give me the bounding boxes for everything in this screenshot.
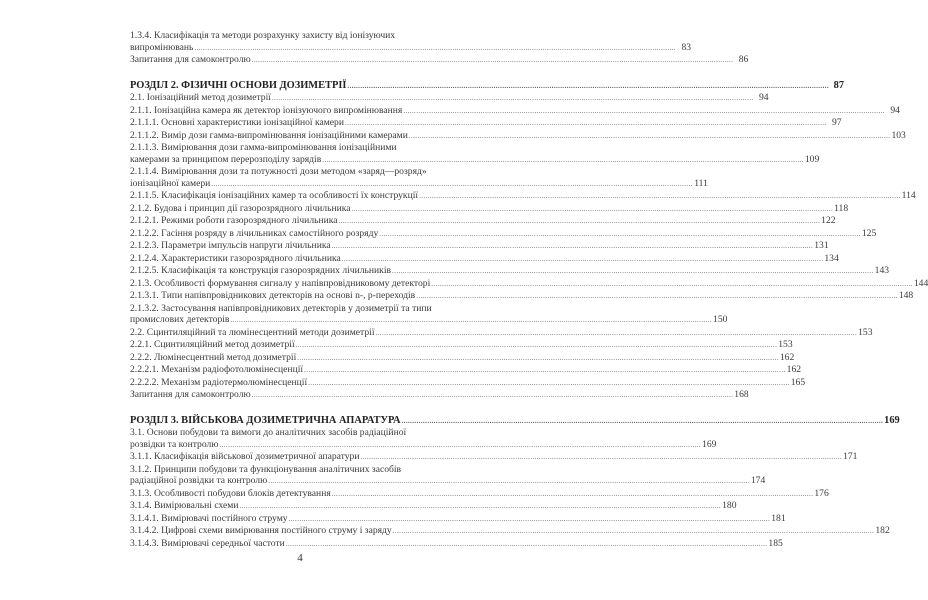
toc-entry[interactable] <box>130 202 849 216</box>
toc-entry-title: 2.1.2.3. Параметри імпульсів напруги лічильника <box>130 240 331 251</box>
dot-leader <box>322 155 804 167</box>
toc-entry-title: 2.1.1.3. Вимірювання дози гамма-випромінювання іонізаційними <box>130 142 397 153</box>
toc-entry[interactable] <box>130 389 749 402</box>
toc-entry[interactable] <box>130 190 916 203</box>
toc-page-number: 144 <box>913 277 928 289</box>
toc-page-number: 134 <box>824 252 839 264</box>
toc-entry-title: 3.1.4. Вимірювальні схеми <box>130 500 239 511</box>
toc-entry[interactable] <box>130 252 839 266</box>
dot-leader <box>402 416 884 428</box>
toc-entry[interactable] <box>130 240 829 253</box>
toc-entry-title: 2.1.1.1. Основні характеристики іонізаційної камери <box>130 117 344 128</box>
toc-entry-title: 3.1.4.2. Цифрові схеми вимірювання постійного струму і заряду <box>130 525 392 536</box>
toc-entry-title: РОЗДІЛ 2. ФІЗИЧНІ ОСНОВИ ДОЗИМЕТРІЇ <box>130 79 347 91</box>
toc-page-number: 83 <box>681 41 692 53</box>
toc-entry-title: 1.3.4. Класифікація та методи розрахунку захисту від іонізуючих <box>130 30 396 41</box>
toc-entry-title: 2.1. Іонізаційний метод дозиметрії <box>130 92 271 103</box>
dot-leader <box>416 291 898 303</box>
dot-leader <box>296 340 778 352</box>
toc-page-number: 109 <box>804 153 820 165</box>
dot-leader <box>230 315 712 327</box>
toc-entry[interactable] <box>130 376 806 390</box>
toc-entry[interactable] <box>130 364 802 377</box>
dot-leader <box>297 353 779 365</box>
toc-entry-title-continuation: іонізаційної камери <box>130 177 211 189</box>
toc-entry-title-continuation: розвідки та контролю <box>130 438 219 450</box>
dot-leader <box>409 131 891 143</box>
toc-page-number: 86 <box>738 54 749 65</box>
dot-leader <box>360 452 842 464</box>
toc-entry[interactable] <box>130 166 708 190</box>
table-of-contents <box>130 30 928 550</box>
toc-entry[interactable] <box>130 427 717 451</box>
toc-entry[interactable] <box>130 104 900 118</box>
dot-leader <box>194 43 676 55</box>
toc-entry[interactable] <box>130 92 769 105</box>
toc-entry[interactable] <box>130 451 858 464</box>
toc-entry-title: 2.1.1. Іонізаційна камера як детектор іонізуючого випромінювання <box>130 104 403 116</box>
toc-entry-title: 2.1.2.5. Класифікація та конструкція газорозрядних лічильників <box>130 265 392 276</box>
toc-entry[interactable] <box>130 290 914 303</box>
toc-entry[interactable] <box>130 500 737 513</box>
toc-entry[interactable] <box>130 30 692 54</box>
dot-leader <box>304 365 786 377</box>
toc-page-number: 174 <box>750 475 766 486</box>
dot-leader <box>252 390 734 402</box>
toc-entry-title: 2.2.1. Сцинтиляційний метод дозиметрії <box>130 339 295 350</box>
toc-entry[interactable] <box>130 302 728 327</box>
dot-leader <box>345 118 827 130</box>
toc-entry-title: 2.1.2.4. Характеристики газорозрядного лічильника <box>130 252 341 264</box>
toc-page-number: 143 <box>874 265 890 276</box>
dot-leader <box>308 378 790 390</box>
toc-entry[interactable] <box>130 339 793 352</box>
toc-page-number: 176 <box>814 487 829 499</box>
dot-leader <box>347 81 829 93</box>
toc-entry-title: 3.1.1. Класифікація військової дозиметричної апаратури <box>130 451 360 462</box>
toc-chapter-heading[interactable] <box>130 79 845 93</box>
toc-entry-title: Запитання для самоконтролю <box>130 54 251 65</box>
dot-leader <box>419 191 901 203</box>
dot-leader <box>268 476 750 488</box>
toc-entry-title: РОЗДІЛ 3. ВІЙСЬКОВА ДОЗИМЕТРИЧНА АПАРАТУРА <box>130 414 401 426</box>
toc-entry-title: 3.1.2. Принципи побудови та функціонування аналітичних засобів <box>130 463 402 475</box>
section-gap <box>130 402 469 415</box>
toc-entry[interactable] <box>130 537 783 551</box>
toc-page-number: 185 <box>768 537 783 549</box>
dot-leader <box>392 266 874 278</box>
toc-entry[interactable] <box>130 142 820 166</box>
dot-leader <box>376 328 858 340</box>
toc-page-number: 153 <box>778 339 793 350</box>
dot-leader <box>252 55 734 67</box>
toc-entry-title-continuation: камерами за принципом перерозподілу зарядів <box>130 153 322 165</box>
dot-leader <box>211 179 693 191</box>
dot-leader <box>431 279 913 291</box>
toc-entry-title: 2.1.1.2. Вимір дози гамма-випромінювання іонізаційними камерами <box>130 129 408 141</box>
dot-leader <box>393 526 875 538</box>
dot-leader <box>403 106 885 118</box>
toc-entry-title: 2.1.2. Будова і принцип дії газорозрядного лічильника <box>130 202 351 214</box>
dot-leader <box>239 501 721 513</box>
dot-leader <box>289 514 771 526</box>
dot-leader <box>352 204 834 216</box>
toc-entry[interactable] <box>130 326 873 340</box>
section-gap <box>130 67 469 80</box>
toc-entry[interactable] <box>130 512 786 526</box>
toc-page-number: 168 <box>734 389 749 400</box>
toc-entry-title: 2.2.2.2. Механізм радіотермолюмінесценції <box>130 376 308 388</box>
toc-entry[interactable] <box>130 129 906 143</box>
toc-entry-title: 2.2. Сцинтиляційний та люмінесцентний методи дозиметрії <box>130 326 375 338</box>
toc-page-number: 87 <box>833 79 845 91</box>
toc-entry-title-continuation: радіаційної розвідки та контролю <box>130 475 268 486</box>
toc-entry-title: 3.1.3. Особливості побудови блоків детектування <box>130 487 331 499</box>
toc-page-number: 94 <box>758 92 769 103</box>
toc-entry-title-continuation: випромінювань <box>130 41 194 53</box>
toc-page-number: 148 <box>898 290 914 301</box>
dot-leader <box>219 440 701 452</box>
dot-leader <box>332 241 814 253</box>
dot-leader <box>339 216 821 228</box>
toc-entry-title: 2.1.1.4. Вимірювання дози та потужності дози методом «заряд—розряд» <box>130 166 427 177</box>
toc-page-number: 169 <box>702 438 717 450</box>
toc-entry[interactable] <box>130 463 766 488</box>
toc-entry[interactable] <box>130 227 877 241</box>
toc-entry-title: Запитання для самоконтролю <box>130 389 251 400</box>
toc-entry[interactable] <box>130 487 829 501</box>
toc-page-number: 125 <box>861 227 877 239</box>
toc-entry-title-continuation: промислових детекторів <box>130 314 230 325</box>
toc-page-number: 114 <box>901 190 916 201</box>
toc-page-number: 162 <box>786 364 802 375</box>
toc-entry[interactable] <box>130 277 928 291</box>
toc-page-number: 169 <box>884 414 900 426</box>
toc-page-number: 162 <box>779 351 795 363</box>
toc-page-number: 150 <box>713 314 728 325</box>
dot-leader <box>332 489 814 501</box>
toc-page-number: 118 <box>834 202 849 214</box>
dot-leader <box>286 539 768 551</box>
toc-entry-title: 2.1.2.1. Режими роботи газорозрядного лічильника <box>130 215 338 226</box>
toc-entry-title: 3.1.4.1. Вимірювачі постійного струму <box>130 512 288 524</box>
toc-page-number: 103 <box>891 129 906 141</box>
toc-entry-title: 2.1.3.2. Застосування напівпровідникових детекторів у дозиметрії та типи <box>130 302 432 314</box>
toc-entry[interactable] <box>130 54 749 67</box>
toc-page-number: 122 <box>821 215 836 226</box>
toc-entry-title: 2.2.2.1. Механізм радіофотолюмінесценції <box>130 364 304 375</box>
toc-chapter-heading[interactable] <box>130 414 900 428</box>
page-number: 4 <box>297 552 303 564</box>
toc-page-number: 131 <box>814 240 829 251</box>
toc-page-number: 111 <box>694 177 708 189</box>
toc-entry-title: 2.1.2.2. Гасіння розряду в лічильниках самостійного розряду <box>130 227 379 239</box>
toc-entry[interactable] <box>130 525 890 538</box>
dot-leader <box>342 254 824 266</box>
toc-entry[interactable] <box>130 215 836 228</box>
toc-page-number: 171 <box>843 451 858 462</box>
toc-page-number: 165 <box>790 376 806 388</box>
toc-page-number: 182 <box>875 525 890 536</box>
toc-page-number: 153 <box>858 326 873 338</box>
toc-page-number: 94 <box>890 104 900 116</box>
dot-leader <box>379 229 861 241</box>
toc-page-number: 180 <box>722 500 737 511</box>
toc-entry-title: 3.1. Основи побудови та вимоги до аналітичних засобів радіаційної <box>130 427 407 438</box>
toc-entry[interactable] <box>130 265 890 278</box>
dot-leader <box>272 93 754 105</box>
toc-entry-title: 3.1.4.3. Вимірювачі середньої частоти <box>130 537 285 549</box>
toc-entry-title: 2.1.3.1. Типи напівпровідникових детекторів на основі n-, p-переходів <box>130 290 416 301</box>
toc-entry[interactable] <box>130 351 795 365</box>
toc-entry-title: 2.1.3. Особливості формування сигналу у напівпровідниковому детекторі <box>130 277 431 289</box>
toc-entry-title: 2.1.1.5. Класифікація іонізаційних камер та особливості їх конструкції <box>130 190 419 201</box>
toc-entry[interactable] <box>130 117 842 130</box>
toc-page-number: 97 <box>832 117 842 128</box>
toc-page-number: 181 <box>771 512 786 524</box>
toc-entry-title: 2.2.2. Люмінесцентний метод дозиметрії <box>130 351 297 363</box>
